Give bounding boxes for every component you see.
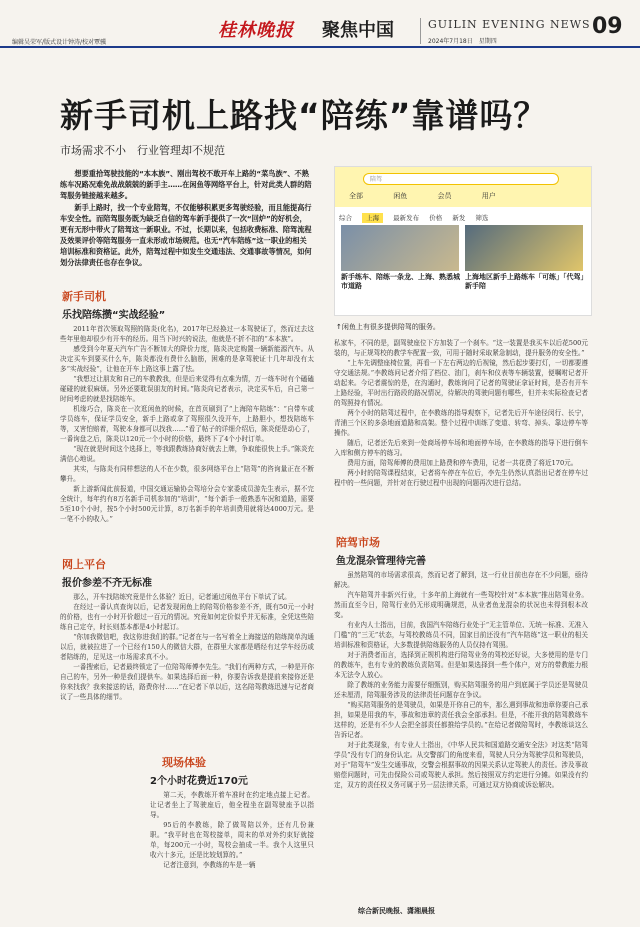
intro-paragraph: 新手上路时，找一个专业陪驾，不仅能够积累更多驾驶经验，而且能提高行车安全性。而陪驾服务既为缺乏自信的驾车新手提供了一次“回炉”的好机会，更有无形中带火了陪驾这一新职业。不过，长期以来，包括收费标准、陪驾流程及效果评价等陪驾服务一直未形成市场规范。也无“汽车陪练”这一职业的相关培训标准和资格证。此外，陪驾过程中如发生交通违法、交通事故等情况，如何划分法律责任也存在争议。 [60,203,312,267]
app-filter: 价格 [429,214,443,222]
section-label-2: 网上平台 [62,558,106,571]
paragraph: 对于此类现象，有专业人士指出，《中华人民共和国道路交通安全法》对这类“陪驾学员”没有专门的身份认定。从交警部门的角度来看，驾驶人只分为驾驶学员和驾驶员，对于“陪驾车”发生交通事故，交警会根据事故的因果关系认定驾驶人的责任。涉及事故赔偿问题时，可先由保险公司或驾驶人承担。然后按照双方约定进行分摊。如果没有约定，双方的责任权义务可属于另一层法律关系，可通过双方协商或诉讼解决。 [334,741,588,789]
headline: 新手司机上路找“陪练”靠谱吗？ [60,96,548,135]
app-tab: 闲鱼 [393,192,408,200]
app-filter: 最新发布 [393,214,420,222]
paragraph: 95后的李教练，除了做驾陪以外，还有几份兼职。“我平时也在驾校接单，周末的单对外约束好就接单，每200元一小时，驾校会抽成一半。我个人这里只收六十多元，还是比较划算的。” [150,821,314,859]
paragraph: 两个小时的陪驾过程中，在李教练的指导观察下，记者先后开车途径闵行、长宁，青浦三个区的多条地面道路和高架。整个过程中训练了变道、转弯、掉头、靠边停车等操作。 [334,409,588,437]
section-name: 聚焦中国 [322,20,394,41]
section-title-5: 鱼龙混杂管理待完善 [336,556,426,567]
section-label-5: 陪驾市场 [336,536,380,549]
section-body-5 [334,570,588,902]
section-body-1 [60,324,314,548]
intro-paragraph: 想要重拾驾驶技能的“本本族”、刚出驾校不敢开车上路的“菜鸟族”、不熟练车况路况难免战战兢兢的新手主……在闲鱼等网络平台上，针对此类人群的陪驾服务链接越来越多。 [60,169,312,200]
paragraph: 2011年首次领取驾照的陈炎(化名)，2017年已经换过一本驾驶证了，然而过去这些年里他却很少有开车的经历。用当下时兴的说法，他就是不折不扣的“本本族”。 [60,325,314,343]
paragraph: “你加我微信吧，我这你进我们的群。”记者在与一名写着全上海接送的陪练简单沟通以后，就被拉进了一个已经有150人的微信大群，在群里大家都是晒经有过学车经历或者陪练的，足见这一市场需求真不小。 [60,633,314,661]
source-credit: 综合新民晚报、潇湘晨报 [358,907,435,915]
app-screenshot [334,166,592,316]
newspaper-logo: 桂林晚报 [218,20,294,41]
paragraph: 有业内人士指出，目前，我国汽车陪练行业处于“无主管单位、无统一标准、无准入门槛”的“三无”状态，与驾校教练员不同，国家目前还没有“汽车陪练”这一职业的相关培训标准和资格证，大多数提供陪练服务的人员仅持有驾照。 [334,621,588,649]
paragraph: 感受到今年夏天汽车广告不断加大的降价力度，陈炎决定购置一辆新能源汽车。从决定买车到要买什么车，陈炎都没有费什么脑筋，困难的是拿驾驶证十几年却没有太多“实战经验”，让他在开车上路这事上露了怯。 [60,345,314,373]
paragraph: “现在就是时间这个选择上，等我跟教练协商好就去上牌，争取能很快上手。”陈炎充满信心地说。 [60,445,314,463]
paragraph: “我想过让朋友和自己的车教教我，但是后来觉得有点难为情，万一练车时有个磕磕碰碰的就很麻烦。另外还要耽误朋友的时间。”陈炎向记者表示，决定买车后，自己第一时间考虑的就是找陪练车。 [60,375,314,403]
section-title-3: 2个小时花费近170元 [150,776,248,787]
intro-paragraphs [60,168,312,269]
listing-photo-left [341,225,459,271]
page-number: 09 [592,14,623,39]
listing-caption-left: 新手练车、陪练一条龙、上海、熟悉城市道路 [341,273,460,290]
editor-credits: 编辑吴荣军/版式设计钟涛/校对覃骥 [12,39,107,46]
listing-photo-right [465,225,583,271]
app-search-box: 陪驾 [363,173,559,185]
paragraph: 两小时的陪驾课程结束，记者将车停在车位后，李先生仍然认真指出记者在停车过程中的一些问题，并针对在行驶过程中出现的问题再次进行总结。 [334,469,588,487]
section-title-1: 乐找陪练攒“实战经验” [62,310,166,321]
app-filter-tabs [339,213,496,222]
section-title-2: 报价参差不齐无标准 [62,578,152,589]
listing-caption-right: 上海地区新手上路练车「可练」「代驾」新手陪 [465,273,584,290]
paragraph: 那么，开车找陪练究竟是什么体验？近日，记者通过闲鱼平台下单试了试。 [73,593,291,601]
paragraph: 对于消费者而言，选择到正规机构进行陪驾业务的驾校还好说，大多使用的是专门的教练车，也有专业的教练负责陪驾。但是如果选择到一些个体户，对方的带教能力根本无法令人放心。 [334,651,588,679]
photo-caption: ↑闲鱼上有很多提供陪驾的服务。 [336,323,440,331]
paragraph: 新上游新闻此前报道，中国交通运输协会驾培分会专家委成员游先生表示，据不完全统计，每年约有8万名新手司机参加的“培训”，“每个新手一般熟悉车况和道路，需要5至10个小时，按5个小时500元计算，8万名新手的年培训费用就将达4000万元。是一笔不小的收入。” [60,485,314,523]
paragraph: 在经过一番认真查询以后，记者发现闲鱼上的陪驾价格参差不齐，既有50元一小时的价格，也有一小时开价超过一百元的情况。究竟如何定价似乎并无标准，全凭这些陪练自己定夺，时长则基本都是4小时起订。 [60,603,314,631]
paragraph: 其实，与陈炎有同样想法的人不在少数，很多网络平台上“陪驾”的咨询量正在不断攀升。 [60,465,314,483]
app-tab: 会员 [437,192,452,200]
section-label-3: 现场体验 [162,756,206,769]
paragraph: 除了教练的业务能力需要仔细甄别，购买陪驾服务的用户到底属于学员还是驾驶员还未厘清，陪驾服务涉及的法律责任问题存在争议。 [334,681,588,699]
app-filter: 新发 [452,214,466,222]
section-body-4 [334,338,588,524]
paragraph: “购买陪驾服务的是驾驶员，如果是开你自己的车，那么遇到事故和违章你要自己承担，如果是用我的车，事故和违章的责任我会全部承担。但是，不能开我的陪驾教练车这样的，还是有不少人会把全部责任都推给学员的。”在给记者做陪驾时，李教练谈这么告诉记者。 [334,701,588,739]
paragraph: 一番搜索后，记者最终锁定了一位陪驾师傅李先生。“我们有两种方式，一种是开你自己的车，另外一种是我们提供车。如果选择后面一种，你要告诉我是提前来接你还是你来找我？我来接送的话，路费你付……”在记者下单以后，这名陪驾教练迅速与记者商议了一些具体的细节。 [60,663,314,701]
app-tabs-top [349,191,524,201]
paragraph: 记者注意到，李教练的车是一辆 [163,861,256,869]
app-filter: 综合 [339,214,352,222]
paragraph: 虽然陪驾的市场需求很高，然而记者了解到，这一行业目前也存在不少问题，亟待解决。 [334,571,588,589]
paragraph: 费用方面，陪驾师傅的费用加上路费和停车费用，记者一共花费了将近170元。 [347,459,578,467]
paragraph: 汽车陪驾并非新兴行业，十多年前上海就有一些驾校针对“本本族”推出陪驾业务。然而直至今日，陪驾行业仍无形成明确规范，从业者鱼龙混杂的状况也未得到根本改变。 [334,591,588,619]
header-divider [420,18,421,44]
section-body-3 [150,790,314,922]
deck: 市场需求不小 行业管理却不规范 [60,144,225,157]
paragraph: “上车先调整座椅位置，再看一下左右两边的后视镜，然后起步要打灯，一切都要遵守交通法规。”李教练问记者介绍了档位、油门，刹车和仪表等车辆装置，便嘱咐记者开动起来。今记者震惊的是，在沟通时，教练询问了记者的驾驶证拿证时间，是否有开车上路经验，平时出行路段的路况情况，待解决的驾驶问题有哪些，但并未实际检查记者的驾照持有情况。 [334,359,588,407]
section-body-2 [60,592,314,738]
page-header [0,0,640,48]
english-title: GUILIN EVENING NEWS [428,18,591,31]
paragraph: 随后，记者还先后来到一处商场停车场和地面停车场，在李教练的指导下进行倒车入库和侧方停车的练习。 [334,439,588,457]
issue-date: 2024年7月18日 星期四 [428,38,497,45]
paragraph: 私家车，不同的是，副驾驶座位下方加装了一个刹车。“这一装置是我买车以后花500元装的，与正规驾校的教学车配置一致，可用于随时采取紧急制动，提升服务的安全性。” [334,339,588,357]
app-tab: 全部 [349,192,363,200]
app-filter: 筛选 [475,214,489,222]
paragraph: 第二天，李教练开着车准时在约定地点接上记者。让记者坐上了驾驶座后，他全程坐在副驾驶座予以指导。 [150,791,314,819]
app-filter-active: 上海 [362,213,383,223]
paragraph: 机缘巧合，陈炎在一次逛闲鱼的时候，在首页刷到了“上海陪车陪练”：“自带车或学员练车，保证学员安全，新手上路或拿了驾照很久没开车，上路胆小，想找陪练车等，又害怕赔着，驾驶本身都可以找我……”看了帖子的详细介绍后，陈炎便是动心了，一番询盘之后，陈炎以120元一个小时的价格，最终下了4个小时订单。 [60,405,314,443]
section-label-1: 新手司机 [62,290,106,303]
app-tab: 用户 [481,192,496,200]
